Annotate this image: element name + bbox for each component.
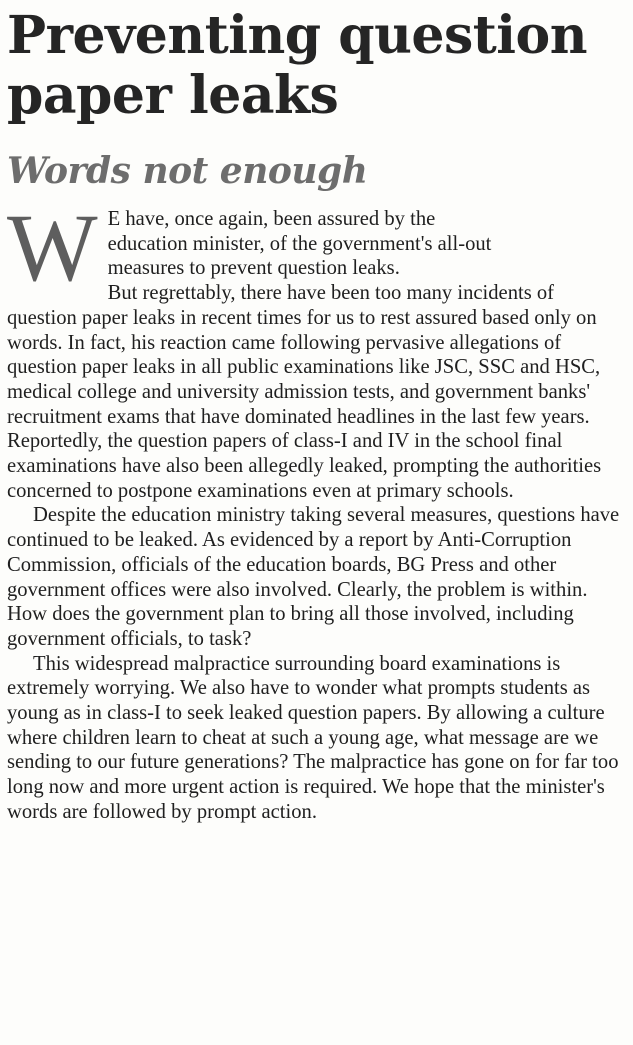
- intro-line: measures to prevent question leaks.: [107, 257, 400, 280]
- paragraph-3: This widespread malpractice surrounding board examinations is extremely worrying. We also have to wonder what prompts students as young as in class-I to seek leaked question papers. By allowing a culture where children learn to cheat at such a young age, what message are we sending to our future generations? The malpractice has gone on for far too long now and more urgent action is required. We hope that the minister's words are followed by prompt action.: [7, 652, 619, 823]
- intro-line: E have, once again, been assured by the: [107, 208, 436, 230]
- paragraph-2: Despite the education ministry taking several measures, questions have continued to be leaked. As evidenced by a report by Anti-Corruption Commission, officials of the education boards, BG Press and other government offices were also involved. Clearly, the problem is within. How does the government plan to bring all those involved, including government officials, to task?: [7, 504, 620, 650]
- drop-cap: W: [7, 194, 98, 301]
- headline-line-2: paper leaks: [7, 65, 339, 126]
- article-body: [7, 194, 621, 825]
- subheadline: Words not enough: [7, 150, 368, 192]
- headline-line-1: Preventing question: [7, 5, 588, 66]
- headline: [7, 6, 621, 126]
- paragraph-1: But regrettably, there have been too many incidents of question paper leaks in recent times for us to rest assured based only on words. In fact, his reaction came following pervasive allegations of question paper leaks in all public examinations like JSC, SSC and HSC, medical college and university admission tests, and government banks' recruitment exams that have dominated headlines in the last few years. Reportedly, the question papers of class-I and IV in the school final examinations have also been allegedly leaked, prompting the authorities concerned to postpone examinations even at primary schools.: [7, 282, 602, 502]
- intro-line: education minister, of the government's all-out: [107, 232, 492, 255]
